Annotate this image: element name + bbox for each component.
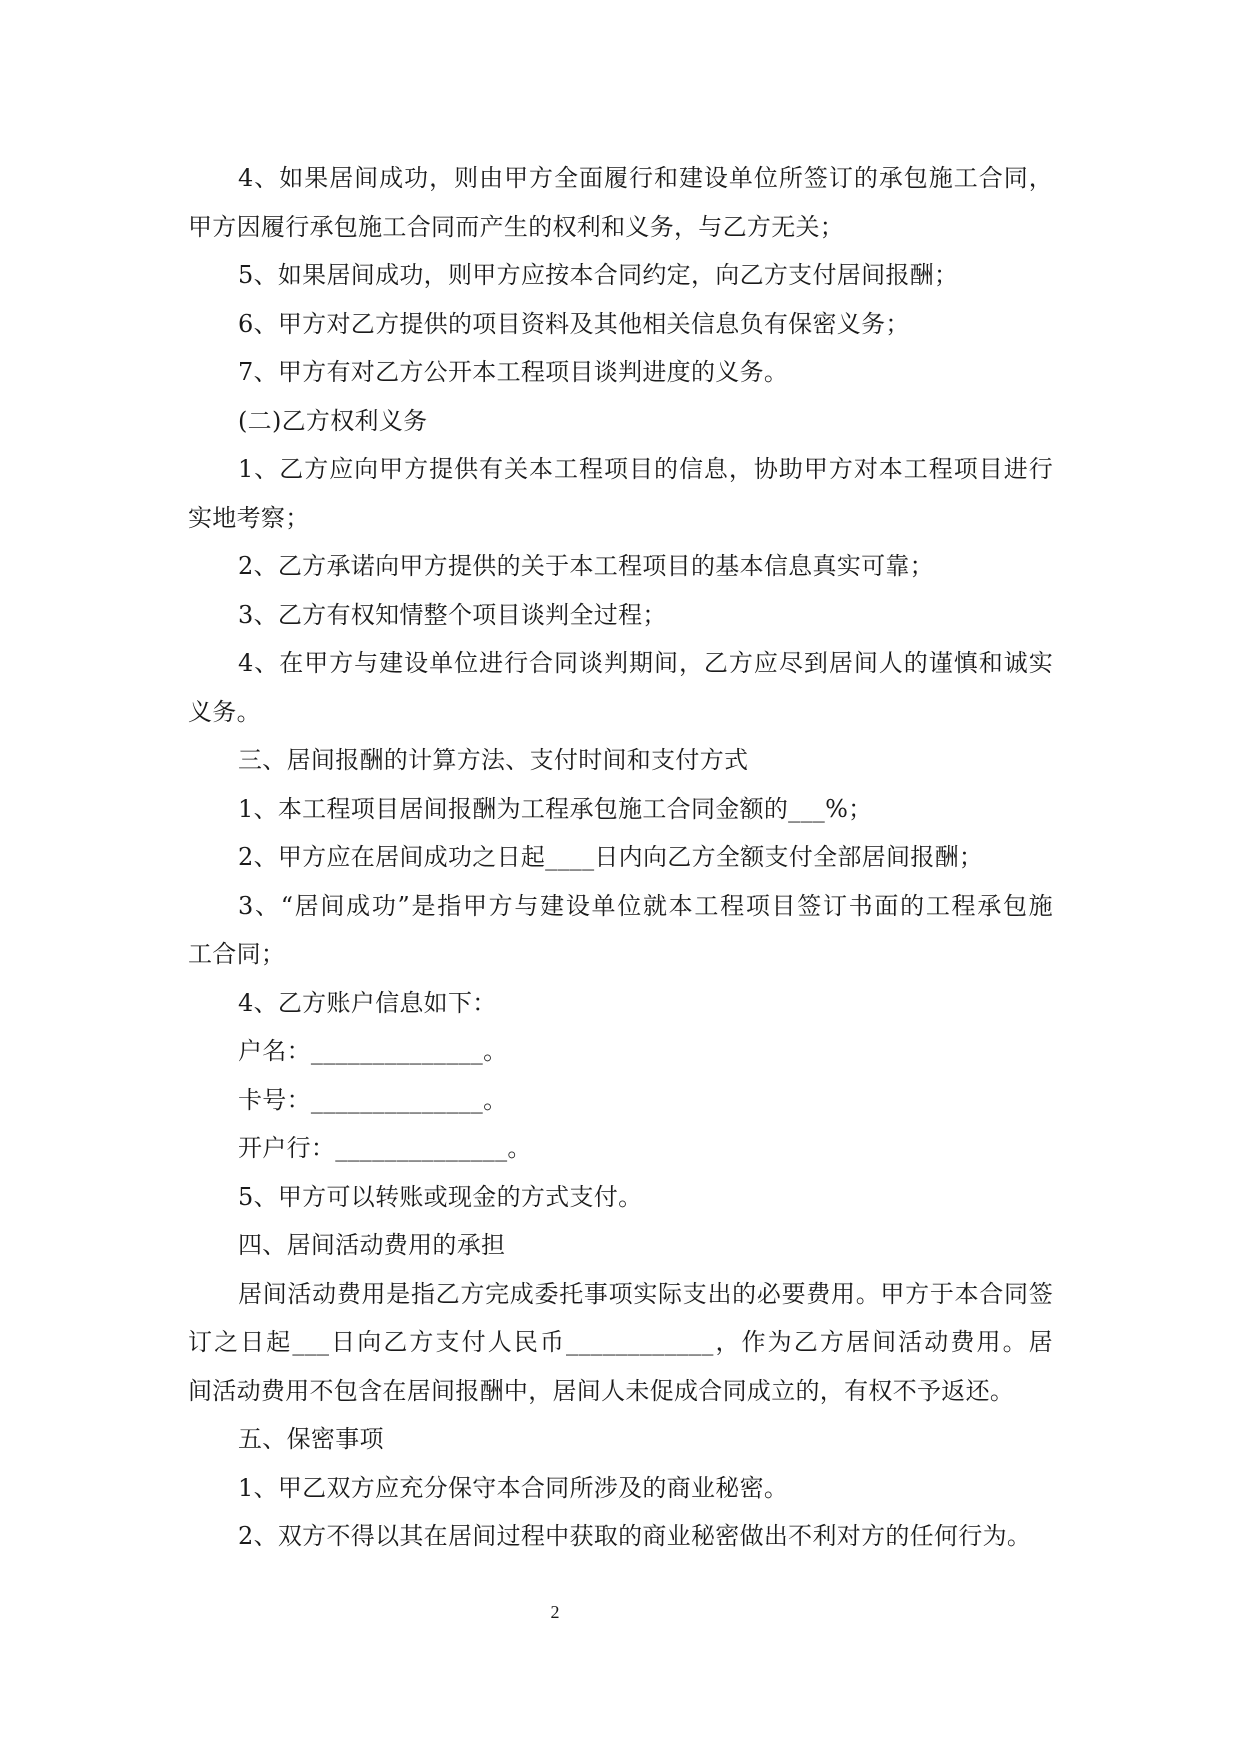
text-line: 实地考察； — [188, 503, 310, 532]
text-line: 间活动费用不包含在居间报酬中，居间人未促成合同成立的，有权不予返还。 — [188, 1376, 1015, 1405]
clause-fee-3 — [188, 882, 1053, 979]
text-line: 3、“居间成功”是指甲方与建设单位就本工程项目签订书面的工程承包施 — [238, 891, 1053, 920]
clause-party-b-4 — [188, 639, 1053, 736]
clause-activity-cost — [188, 1270, 1053, 1416]
section-heading — [188, 1415, 1053, 1464]
heading-line: 三、居间报酬的计算方法、支付时间和支付方式 — [238, 746, 749, 774]
section-heading — [188, 736, 1053, 785]
heading-line: (二)乙方权利义务 — [238, 406, 428, 435]
document-body — [188, 154, 1053, 1561]
clause-party-a-4 — [188, 154, 1053, 251]
clause-party-a-6 — [188, 300, 1053, 349]
text-line: 4、在甲方与建设单位进行合同谈判期间，乙方应尽到居间人的谨慎和诚实 — [238, 649, 1053, 677]
text-line: 4、乙方账户信息如下： — [238, 988, 497, 1017]
text-line: 2、乙方承诺向甲方提供的关于本工程项目的基本信息真实可靠； — [238, 552, 934, 580]
text-line: 义务。 — [188, 697, 261, 726]
text-line: 3、乙方有权知情整个项目谈判全过程； — [238, 600, 667, 629]
heading-line: 五、保密事项 — [238, 1425, 384, 1453]
text-line: 5、如果居间成功，则甲方应按本合同约定，向乙方支付居间报酬； — [238, 261, 959, 289]
section-heading — [188, 397, 1053, 446]
text-line: 居间活动费用是指乙方完成委托事项实际支出的必要费用。甲方于本合同签 — [238, 1279, 1053, 1308]
text-line: 甲方因履行承包施工合同而产生的权利和义务，与乙方无关； — [188, 212, 845, 241]
account-name-field — [188, 1027, 1053, 1076]
text-line: 5、甲方可以转账或现金的方式支付。 — [238, 1182, 643, 1211]
text-line: 开户行：______________。 — [238, 1134, 532, 1162]
text-line: 1、乙方应向甲方提供有关本工程项目的信息，协助甲方对本工程项目进行 — [238, 455, 1053, 483]
clause-party-b-2 — [188, 542, 1053, 591]
clause-fee-4 — [188, 979, 1053, 1028]
text-line: 2、双方不得以其在居间过程中获取的商业秘密做出不利对方的任何行为。 — [238, 1522, 1032, 1550]
section-heading — [188, 1221, 1053, 1270]
card-number-field — [188, 1076, 1053, 1125]
text-line: 户名：______________。 — [238, 1037, 508, 1065]
clause-fee-2 — [188, 833, 1053, 882]
clause-fee-5 — [188, 1173, 1053, 1222]
text-line: 卡号：______________。 — [238, 1085, 508, 1114]
clause-fee-1 — [188, 785, 1053, 834]
heading-line: 四、居间活动费用的承担 — [238, 1231, 506, 1259]
bank-name-field — [188, 1124, 1053, 1173]
text-line: 1、甲乙双方应充分保守本合同所涉及的商业秘密。 — [238, 1473, 789, 1502]
text-line: 订之日起___日向乙方支付人民币____________，作为乙方居间活动费用。居 — [188, 1328, 1053, 1356]
clause-party-b-3 — [188, 591, 1053, 640]
text-line: 6、甲方对乙方提供的项目资料及其他相关信息负有保密义务； — [238, 309, 910, 338]
clause-party-a-5 — [188, 251, 1053, 300]
clause-party-a-7 — [188, 348, 1053, 397]
clause-confidential-2 — [188, 1512, 1053, 1561]
page-number: 2 — [550, 1602, 560, 1622]
text-line: 工合同； — [188, 940, 286, 968]
text-line: 4、如果居间成功，则由甲方全面履行和建设单位所签订的承包施工合同， — [238, 164, 1053, 192]
text-line: 1、本工程项目居间报酬为工程承包施工合同金额的___%； — [238, 794, 873, 823]
text-line: 7、甲方有对乙方公开本工程项目谈判进度的义务。 — [238, 358, 789, 386]
clause-confidential-1 — [188, 1464, 1053, 1513]
clause-party-b-1 — [188, 445, 1053, 542]
text-line: 2、甲方应在居间成功之日起____日内向乙方全额支付全部居间报酬； — [238, 843, 984, 871]
